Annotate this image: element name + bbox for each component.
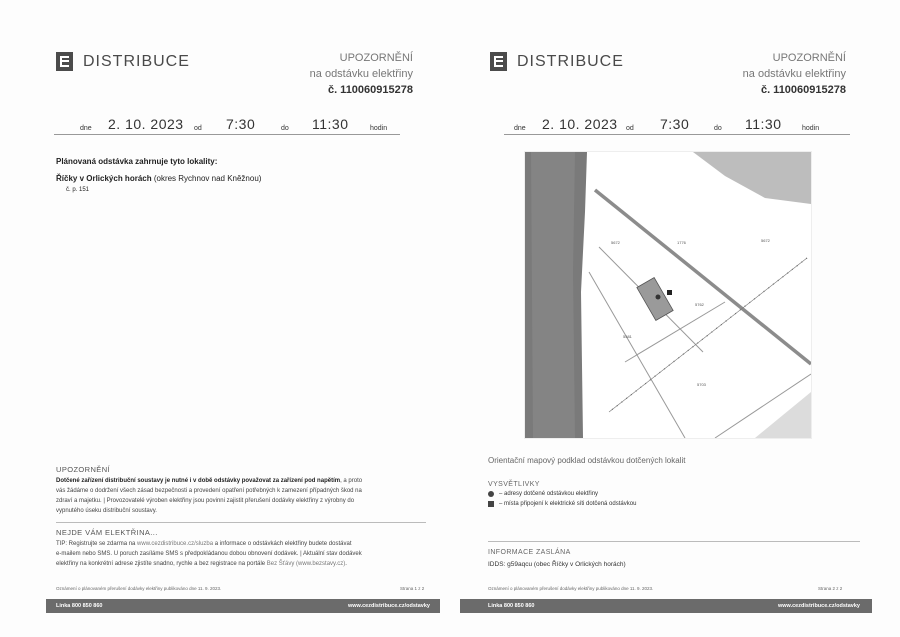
footer-url[interactable]: www.cezdistribuce.cz/odstavky xyxy=(347,603,430,609)
parcel-label: 1776 xyxy=(677,240,686,245)
tip-title: NEJDE VÁM ELEKTŘINA... xyxy=(56,528,158,537)
outage-date: 2. 10. 2023 xyxy=(542,116,618,132)
cez-logo-icon xyxy=(490,52,507,71)
field-area-top xyxy=(693,152,811,204)
info-text: IDDS: g59aqcu (obec Říčky v Orlických horách) xyxy=(488,561,626,568)
tip-line: e-mailem nebo SMS. U poruch zasíláme SMS s předpokládanou dobou obnovení dodávek. | Aktuální stav dodávek xyxy=(56,551,362,557)
outage-to: 11:30 xyxy=(745,116,782,132)
notice-subtitle: na odstávku elektřiny xyxy=(309,68,413,80)
warning-line: Dotčené zařízení distribuční soustavy je nutné i v době odstávky považovat za zařízení pod napětím, a proto xyxy=(56,478,363,484)
locality-address: č. p. 151 xyxy=(66,187,90,193)
outage-from: 7:30 xyxy=(226,116,256,132)
parcel-label: 5703 xyxy=(697,382,706,387)
parcel-label: 5762 xyxy=(695,302,704,307)
building-parcel xyxy=(637,278,673,321)
square-icon xyxy=(488,501,494,507)
warning-text xyxy=(56,476,426,516)
brand-name: DISTRIBUCE xyxy=(517,52,624,70)
town-name: Říčky v Orlických horách xyxy=(56,174,152,183)
do-label: do xyxy=(714,125,722,132)
dne-label: dne xyxy=(514,125,526,132)
od-label: od xyxy=(626,125,634,132)
divider xyxy=(488,541,860,542)
localities-heading: Plánovaná odstávka zahrnuje tyto lokality: xyxy=(56,157,218,166)
outage-dateline xyxy=(54,114,400,135)
registration-link[interactable]: www.cezdistribuce.cz/sluzba xyxy=(137,541,214,547)
hodin-label: hodin xyxy=(370,125,388,132)
warning-line: zdraví a majetku. | Provozovatelé výroben elektřiny jsou povinni zajistit přerušení dodávky elektřiny z výrobny do xyxy=(56,498,355,504)
notice-header xyxy=(743,50,846,98)
forest-shade xyxy=(531,152,575,438)
brand-name: DISTRIBUCE xyxy=(83,52,190,70)
locality-town xyxy=(56,174,261,183)
outage-to: 11:30 xyxy=(312,116,349,132)
warning-title: UPOZORNĚNÍ xyxy=(56,465,111,474)
footer-bar xyxy=(46,599,440,613)
publication-note: Oznámení o plánovaném přerušení dodávky elektřiny publikováno dne 11. 9. 2023. xyxy=(56,586,222,591)
page-number: Strana 2 z 2 xyxy=(818,586,843,591)
outage-map[interactable] xyxy=(524,151,812,439)
notice-number: č. 110060915278 xyxy=(327,84,413,96)
bezstavy-link[interactable]: Bez Šťávy (www.bezstavy.cz) xyxy=(266,561,346,567)
outage-date: 2. 10. 2023 xyxy=(108,116,184,132)
dot-icon xyxy=(488,491,494,497)
tip-text xyxy=(56,539,426,569)
od-label: od xyxy=(194,125,202,132)
dne-label: dne xyxy=(80,125,92,132)
tip-line: elektřiny na konkrétní adrese zjistíte snadno, rychle a bez registrace na portále Bez Šťávy (www.bezstavy.cz). xyxy=(56,561,347,567)
outage-from: 7:30 xyxy=(660,116,690,132)
warning-line: vás žádáme o dodržení všech zásad bezpečnosti a provedení opatření potřebných k zamezení případných škod na xyxy=(56,488,362,494)
warning-line: vypnutého úseku distribuční soustavy. xyxy=(56,508,157,514)
notice-title: UPOZORNĚNÍ xyxy=(339,52,413,64)
notice-page-2 xyxy=(460,0,890,637)
parcel-label: 5672 xyxy=(611,240,620,245)
footer-bar xyxy=(460,599,872,613)
outage-dateline xyxy=(504,114,850,135)
notice-page-1 xyxy=(10,0,440,637)
hotline-number[interactable]: Linka 800 850 860 xyxy=(488,603,535,609)
brand-logo xyxy=(490,52,624,71)
notice-header xyxy=(310,50,413,98)
affected-address-marker[interactable] xyxy=(656,295,661,300)
footer-url[interactable]: www.cezdistribuce.cz/odstavky xyxy=(777,603,860,609)
parcel-border xyxy=(625,302,725,362)
map-graphic xyxy=(525,152,811,438)
cez-logo-icon xyxy=(56,52,73,71)
hotline-number[interactable]: Linka 800 850 860 xyxy=(56,603,103,609)
legend-item-connection: – místa připojení k elektrické síti dotčená odstávkou xyxy=(488,501,636,507)
legend-title: VYSVĚTLIVKY xyxy=(488,481,540,488)
do-label: do xyxy=(281,125,289,132)
brand-logo xyxy=(56,52,190,71)
map-caption: Orientační mapový podklad odstávkou dotčených lokalit xyxy=(488,456,686,465)
notice-title: UPOZORNĚNÍ xyxy=(772,52,846,64)
divider xyxy=(56,522,426,523)
parcel-label: 5581 xyxy=(623,334,632,339)
parcel-label: 5672 xyxy=(761,238,770,243)
publication-note: Oznámení o plánovaném přerušení dodávky elektřiny publikováno dne 11. 9. 2023. xyxy=(488,586,654,591)
page-number: Strana 1 z 2 xyxy=(400,586,425,591)
notice-number: č. 110060915278 xyxy=(760,84,846,96)
legend-item-address: – adresy dotčené odstávkou elektřiny xyxy=(488,491,598,497)
town-district: (okres Rychnov nad Kněžnou) xyxy=(151,174,262,183)
info-title: INFORMACE ZASLÁNA xyxy=(488,549,571,556)
field-area-bottom xyxy=(755,392,811,438)
connection-point-marker[interactable] xyxy=(667,290,672,295)
tip-line: TIP: Registrujte se zdarma na www.cezdistribuce.cz/sluzba a informace o odstávkách elektřiny budete dostávat xyxy=(56,541,352,547)
hodin-label: hodin xyxy=(802,125,820,132)
notice-subtitle: na odstávku elektřiny xyxy=(742,68,846,80)
